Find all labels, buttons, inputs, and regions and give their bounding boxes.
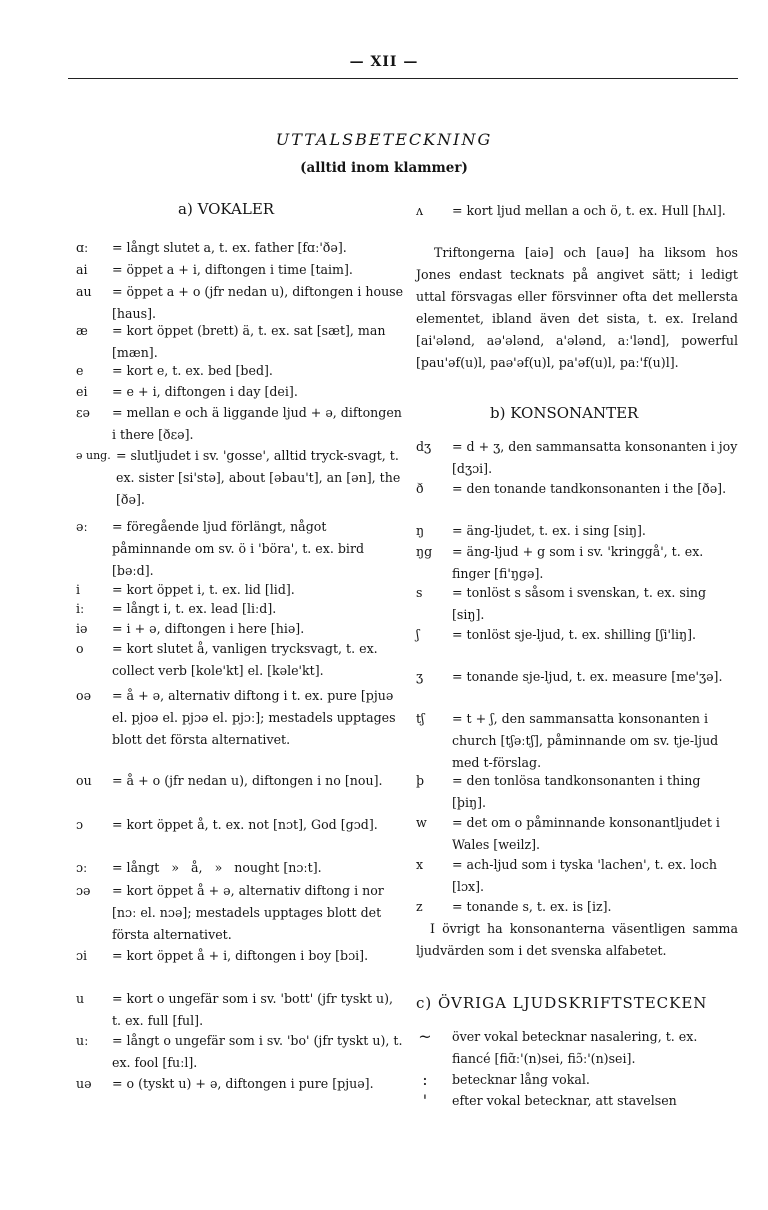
- vowel-definition: = föregående ljud förlängt, något påminnande om sv. ö i 'böra', t. ex. bird [bəːd].: [112, 519, 365, 578]
- consonant-definition: = ach-ljud som i tyska 'lachen', t. ex. loch [lɔx].: [452, 857, 717, 894]
- vowel-definition: = långt » å, » nought [nɔːt].: [112, 860, 322, 875]
- vowel-symbol: ou: [76, 773, 92, 788]
- vowel-definition: = kort öppet å + i, diftongen i boy [bɔi].: [112, 948, 369, 963]
- vowel-definition: = långt slutet a, t. ex. father [fɑː'ðə].: [112, 240, 347, 255]
- vowel-symbol: ɔː: [76, 860, 88, 875]
- vowel-definition: = kort öppet å + ə, alternativ diftong i nor [nɔː el. nɔə]; mestadels upptages blott det första alternativet.: [112, 883, 384, 942]
- consonant-symbol: w: [416, 815, 427, 830]
- vowel-definition: = öppet a + i, diftongen i time [taim].: [112, 262, 353, 277]
- vowel-definition: = långt o ungefär som i sv. 'bo' (jfr tyskt u), t. ex. fool [fuːl].: [112, 1033, 403, 1070]
- sign-definition: betecknar lång vokal.: [452, 1072, 590, 1087]
- vowel-symbol: æ: [76, 323, 88, 338]
- vowel-definition: = slutljudet i sv. 'gosse', alltid tryck-svagt, t. ex. sister [si'stə], about [əbau't], an [ən], the [ðə].: [116, 448, 401, 507]
- consonant-definition: = tonlöst sje-ljud, t. ex. shilling [ʃi'liŋ].: [452, 627, 697, 642]
- consonant-definition: = d + ʒ, den sammansatta konsonanten i joy [dʒɔi].: [452, 439, 738, 476]
- vowel-symbol: iə: [76, 621, 88, 636]
- vowel-symbol: ə ung.: [76, 449, 111, 462]
- triphthong-note: Triftongerna [aiə] och [auə] ha liksom hos Jones endast tecknats på angivet sätt; i ledigt uttal försvagas eller försvinner ofta det mellersta elementet, ibland även det sista, t. ex. Ireland [ai'ələnd, aə'ələnd, a'ələnd, aː'lənd], powerful [pau'əf(u)l, paə'əf(u)l, pa'əf(u)l, paː'f(u)l].: [416, 245, 738, 370]
- vowel-definition: = kort öppet i, t. ex. lid [lid].: [112, 582, 295, 597]
- vowel-definition: = kort ljud mellan a och ö, t. ex. Hull [hʌl].: [452, 203, 726, 218]
- consonant-definition: = äng-ljud + g som i sv. 'kringgå', t. ex. finger [fi'ŋgə].: [452, 544, 704, 581]
- vowel-symbol: ei: [76, 384, 88, 399]
- vowel-symbol: o: [76, 641, 84, 656]
- vowel-definition: = o (tyskt u) + ə, diftongen i pure [pjuə].: [112, 1076, 374, 1091]
- vowel-symbol: ɔi: [76, 948, 88, 963]
- consonant-definition: = tonande s, t. ex. is [iz].: [452, 899, 612, 914]
- vowel-symbol: iː: [76, 601, 85, 616]
- consonant-definition: = tonlöst s såsom i svenskan, t. ex. sing [siŋ].: [452, 585, 707, 622]
- consonant-definition: = tonande sje-ljud, t. ex. measure [me'ʒə].: [452, 669, 723, 684]
- consonant-symbol: s: [416, 585, 423, 600]
- vowel-symbol: ai: [76, 262, 88, 277]
- consonant-symbol: þ: [416, 773, 425, 788]
- vowel-definition: = å + o (jfr nedan u), diftongen i no [nou].: [112, 773, 383, 788]
- vowel-definition: = mellan e och ä liggande ljud + ə, diftongen i there [ðεə].: [112, 405, 402, 442]
- consonants-heading: b) KONSONANTER: [490, 404, 639, 422]
- vowel-symbol: εə: [76, 405, 90, 420]
- vowel-symbol: u: [76, 991, 85, 1006]
- vowel-symbol: uə: [76, 1076, 92, 1091]
- consonant-symbol: z: [416, 899, 423, 914]
- consonant-symbol: x: [416, 857, 424, 872]
- consonant-symbol: ŋ: [416, 523, 425, 538]
- vowel-definition: = kort öppet å, t. ex. not [nɔt], God [gɔd].: [112, 817, 378, 832]
- page-subtitle: (alltid inom klammer): [300, 160, 468, 176]
- consonant-definition: = t + ʃ, den sammansatta konsonanten i church [tʃəːtʃ], påminnande om sv. tje-ljud med t-förslag.: [452, 711, 719, 770]
- vowel-symbol: e: [76, 363, 84, 378]
- consonant-symbol: dʒ: [416, 439, 432, 454]
- consonant-symbol: ŋg: [416, 544, 433, 559]
- tilde-symbol: ~: [418, 1027, 432, 1046]
- consonant-symbol: ʃ: [416, 627, 420, 642]
- vowel-symbol: əː: [76, 519, 88, 534]
- consonant-note: I övrigt ha konsonanterna väsentligen samma ljudvärden som i det svenska alfabetet.: [416, 921, 738, 958]
- vowel-definition: = e + i, diftongen i day [dei].: [112, 384, 298, 399]
- vowel-definition: = kort slutet å, vanligen trycksvagt, t. ex. collect verb [kole'kt] el. [kəle'kt].: [112, 641, 378, 678]
- consonant-symbol: ð: [416, 481, 424, 496]
- header-rule: [68, 78, 738, 79]
- page-title: UTTALSBETECKNING: [275, 130, 493, 149]
- vowel-definition: = å + ə, alternativ diftong i t. ex. pure [pjuə el. pjoə el. pjɔə el. pjɔː]; mestadels upptages blott det första alternativet.: [112, 688, 396, 747]
- consonant-symbol: ʒ: [416, 669, 424, 684]
- vowel-definition: = kort e, t. ex. bed [bed].: [112, 363, 273, 378]
- vowel-symbol: oə: [76, 688, 92, 703]
- vowels-heading: a) VOKALER: [178, 200, 275, 218]
- vowel-definition: = i + ə, diftongen i here [hiə].: [112, 621, 305, 636]
- consonant-definition: = äng-ljudet, t. ex. i sing [siŋ].: [452, 523, 646, 538]
- colon-symbol: :: [422, 1070, 428, 1089]
- vowel-symbol: uː: [76, 1033, 89, 1048]
- consonant-symbol: tʃ: [416, 711, 425, 726]
- vowel-symbol: i: [76, 582, 81, 597]
- vowel-symbol: ɔə: [76, 883, 91, 898]
- vowel-symbol: ʌ: [416, 203, 424, 218]
- vowel-symbol: ɑː: [76, 240, 89, 255]
- vowel-symbol: ɔ: [76, 817, 84, 832]
- vowel-definition: = långt i, t. ex. lead [liːd].: [112, 601, 277, 616]
- vowel-symbol: au: [76, 284, 92, 299]
- sign-definition: över vokal betecknar nasalering, t. ex. fiancé [fiɑ̃ː'(n)sei, fiɔ̃ː'(n)sei].: [452, 1029, 698, 1066]
- other-signs-heading: c) ÖVRIGA LJUDSKRIFTSTECKEN: [416, 994, 708, 1012]
- consonant-definition: = det om o påminnande konsonantljudet i Wales [weilz].: [452, 815, 720, 852]
- consonant-definition: = den tonlösa tandkonsonanten i thing [þiŋ].: [452, 773, 701, 810]
- vowel-definition: = öppet a + o (jfr nedan u), diftongen i house [haus].: [112, 284, 404, 321]
- sign-definition: efter vokal betecknar, att stavelsen: [452, 1093, 677, 1108]
- vowel-definition: = kort o ungefär som i sv. 'bott' (jfr tyskt u), t. ex. full [ful].: [112, 991, 394, 1028]
- page-number: — XII —: [349, 54, 419, 70]
- stress-mark-symbol: ': [422, 1091, 428, 1110]
- consonant-definition: = den tonande tandkonsonanten i the [ðə].: [452, 481, 727, 496]
- vowel-definition: = kort öppet (brett) ä, t. ex. sat [sæt], man [mæn].: [112, 323, 386, 360]
